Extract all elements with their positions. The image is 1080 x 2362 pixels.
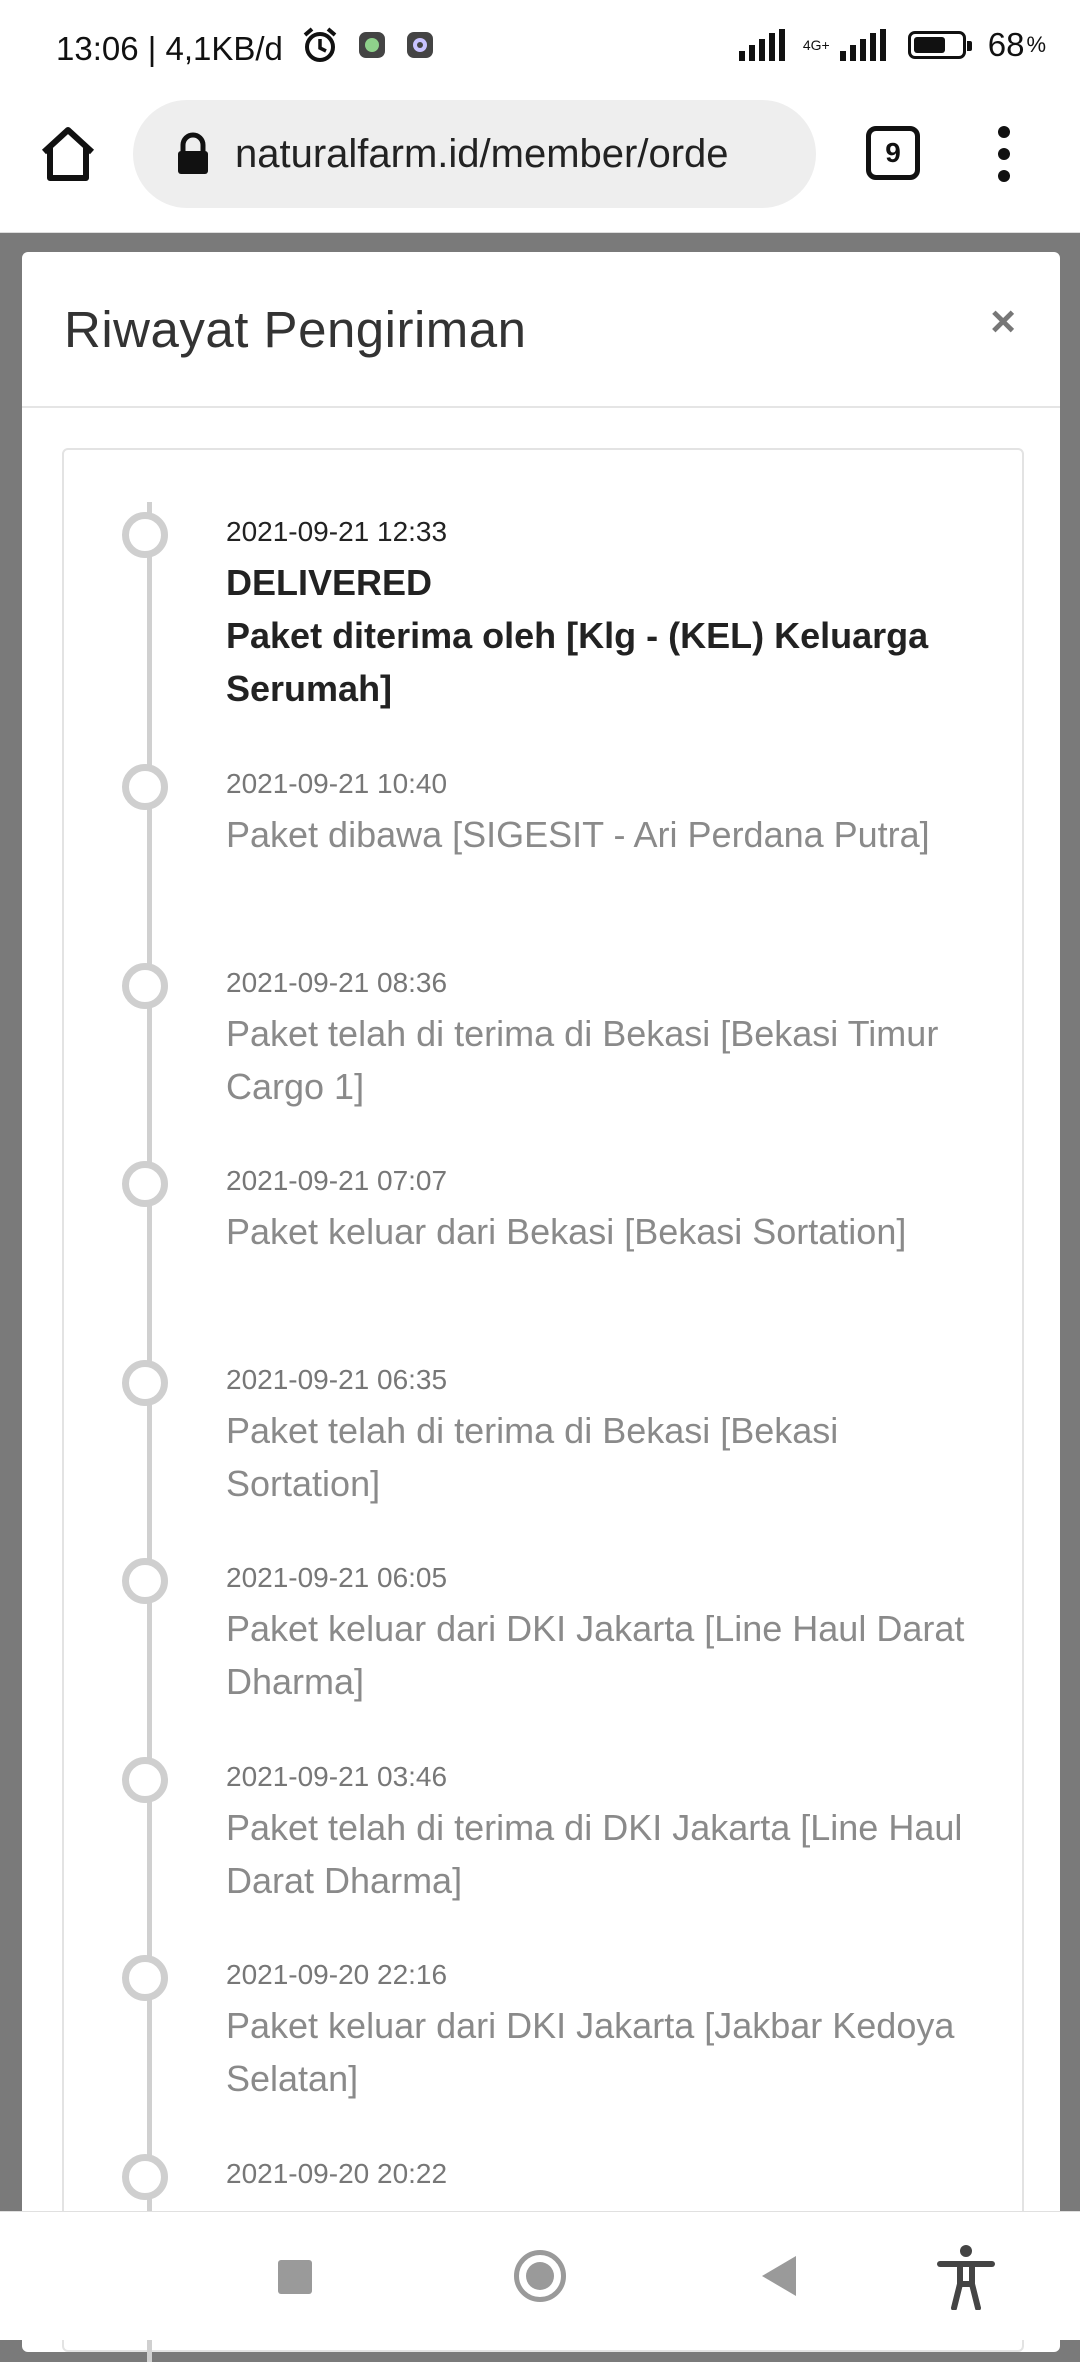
timeline-time: 2021-09-21 07:07 xyxy=(226,1165,448,1196)
timeline-dot-icon xyxy=(122,1955,168,2001)
more-vert-icon[interactable] xyxy=(990,122,1018,186)
screen-record-icon xyxy=(405,30,435,68)
home-icon[interactable] xyxy=(36,122,100,186)
signal-icon xyxy=(739,29,785,61)
modal-title: Riwayat Pengiriman xyxy=(64,301,527,358)
battery-icon xyxy=(908,31,966,59)
timeline-text: Paket dibawa [SIGESIT - Ari Perdana Putra] xyxy=(226,814,930,855)
timeline-dot-icon xyxy=(122,963,168,1009)
timeline-text: Paket diterima oleh [Klg - (KEL) Keluarga Serumah] xyxy=(226,615,929,709)
timeline-time: 2021-09-21 12:33 xyxy=(226,516,448,547)
timeline-dot-icon xyxy=(122,1757,168,1803)
timeline-time: 2021-09-21 06:05 xyxy=(226,1562,448,1593)
browser-toolbar xyxy=(0,96,1080,233)
timeline-time: 2021-09-21 03:46 xyxy=(226,1761,448,1792)
timeline-text: Paket telah di terima di Bekasi [Bekasi Timur Cargo 1] xyxy=(226,1013,939,1107)
tabs-icon[interactable] xyxy=(866,126,920,180)
status-bar xyxy=(0,0,1080,96)
timeline-dot-icon xyxy=(122,2154,168,2200)
timeline-dot-icon xyxy=(122,1161,168,1207)
timeline-time: 2021-09-20 22:16 xyxy=(226,1959,448,1990)
timeline xyxy=(62,448,1024,2352)
time-speed-text: 13:06 | 4,1KB/d xyxy=(56,30,283,67)
home-circle-icon[interactable] xyxy=(514,2250,566,2302)
timeline-text: Paket keluar dari Bekasi [Bekasi Sortation] xyxy=(226,1211,907,1252)
url-text[interactable]: naturalfarm.id/member/orde xyxy=(235,131,729,176)
timeline-text: Paket telah di terima di Bekasi [Bekasi Sortation] xyxy=(226,1410,839,1504)
modal-header xyxy=(22,252,1060,408)
battery-percent: 68 xyxy=(987,26,1025,63)
timeline-status: DELIVERED xyxy=(226,562,433,603)
back-triangle-icon[interactable] xyxy=(762,2256,796,2296)
timeline-text: Paket telah di terima di DKI Jakarta [Line Haul Darat Dharma] xyxy=(226,1807,963,1901)
signal-icon-2 xyxy=(840,29,886,61)
close-icon[interactable]: × xyxy=(990,297,1016,346)
timeline-dot-icon xyxy=(122,1360,168,1406)
alarm-icon xyxy=(301,26,339,72)
recents-square-icon[interactable] xyxy=(278,2260,312,2294)
timeline-text: Paket keluar dari DKI Jakarta [Jakbar Kedoya Selatan] xyxy=(226,2005,955,2099)
timeline-time: 2021-09-20 20:22 xyxy=(226,2158,448,2189)
app-notification-icon xyxy=(357,30,387,68)
lock-icon xyxy=(175,132,211,176)
timeline-time: 2021-09-21 08:36 xyxy=(226,967,448,998)
accessibility-icon[interactable] xyxy=(936,2244,996,2310)
shipping-history-modal xyxy=(22,252,1060,2352)
timeline-text: Paket keluar dari DKI Jakarta [Line Haul Darat Dharma] xyxy=(226,1608,965,1702)
network-type-label: 4G+ xyxy=(802,37,830,53)
system-nav-bar xyxy=(0,2211,1080,2340)
battery-unit: % xyxy=(1026,32,1046,57)
timeline-dot-icon xyxy=(122,512,168,558)
timeline-time: 2021-09-21 06:35 xyxy=(226,1364,448,1395)
timeline-dot-icon xyxy=(122,764,168,810)
timeline-dot-icon xyxy=(122,1558,168,1604)
timeline-time: 2021-09-21 10:40 xyxy=(226,768,448,799)
tab-count: 9 xyxy=(885,137,901,168)
url-bar[interactable] xyxy=(133,100,816,208)
